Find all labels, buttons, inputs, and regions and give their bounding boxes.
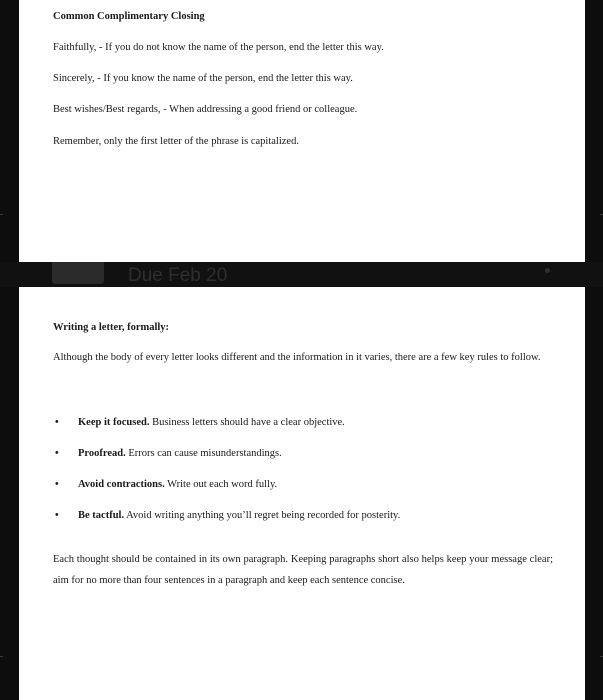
document-page-bottom xyxy=(19,287,585,700)
rule-text: Errors can cause misunderstandings. xyxy=(125,448,282,459)
background-due-date: Due Feb 20 xyxy=(128,265,228,286)
closing-paragraph: Each thought should be contained in its own paragraph. Keeping paragraphs short also helps keep your message clear; aim for no more than four sentences in a paragraph and keep each sentence concise. xyxy=(53,554,553,586)
rule-lead: Proofread. xyxy=(78,448,126,459)
rule-lead: Avoid contractions. xyxy=(78,479,165,490)
rule-text: Business letters should have a clear objective. xyxy=(149,417,345,428)
formal-letter-heading: Writing a letter, formally: xyxy=(53,322,170,333)
rule-text: Avoid writing anything you’ll regret being recorded for posterity. xyxy=(124,510,401,521)
bullet-icon: • xyxy=(55,417,59,428)
intro-paragraph: Although the body of every letter looks different and the information in it varies, there are a few key rules to follow. xyxy=(53,352,541,363)
rule-lead: Be tactful. xyxy=(78,510,125,521)
closing-line-sincerely: Sincerely, - If you know the name of the person, end the letter this way. xyxy=(53,73,353,84)
closing-line-faithfully: Faithfully, - If you do not know the name of the person, end the letter this way. xyxy=(53,42,384,53)
rule-lead: Keep it focused. xyxy=(78,417,150,428)
background-edge-mark xyxy=(0,656,3,657)
background-dot-icon xyxy=(545,268,550,273)
background-thumbnail xyxy=(52,262,104,284)
closing-line-remember: Remember, only the first letter of the phrase is capitalized. xyxy=(53,136,299,147)
document-page-top xyxy=(19,0,585,262)
bullet-icon: • xyxy=(55,479,59,490)
bullet-icon: • xyxy=(55,448,59,459)
closing-heading: Common Complimentary Closing xyxy=(53,11,205,22)
closing-line-best-wishes: Best wishes/Best regards, - When addressing a good friend or colleague. xyxy=(53,104,358,115)
bullet-icon: • xyxy=(55,510,59,521)
background-app-strip xyxy=(0,262,603,287)
background-edge-mark xyxy=(0,214,3,215)
rule-text: Write out each word fully. xyxy=(164,479,278,490)
